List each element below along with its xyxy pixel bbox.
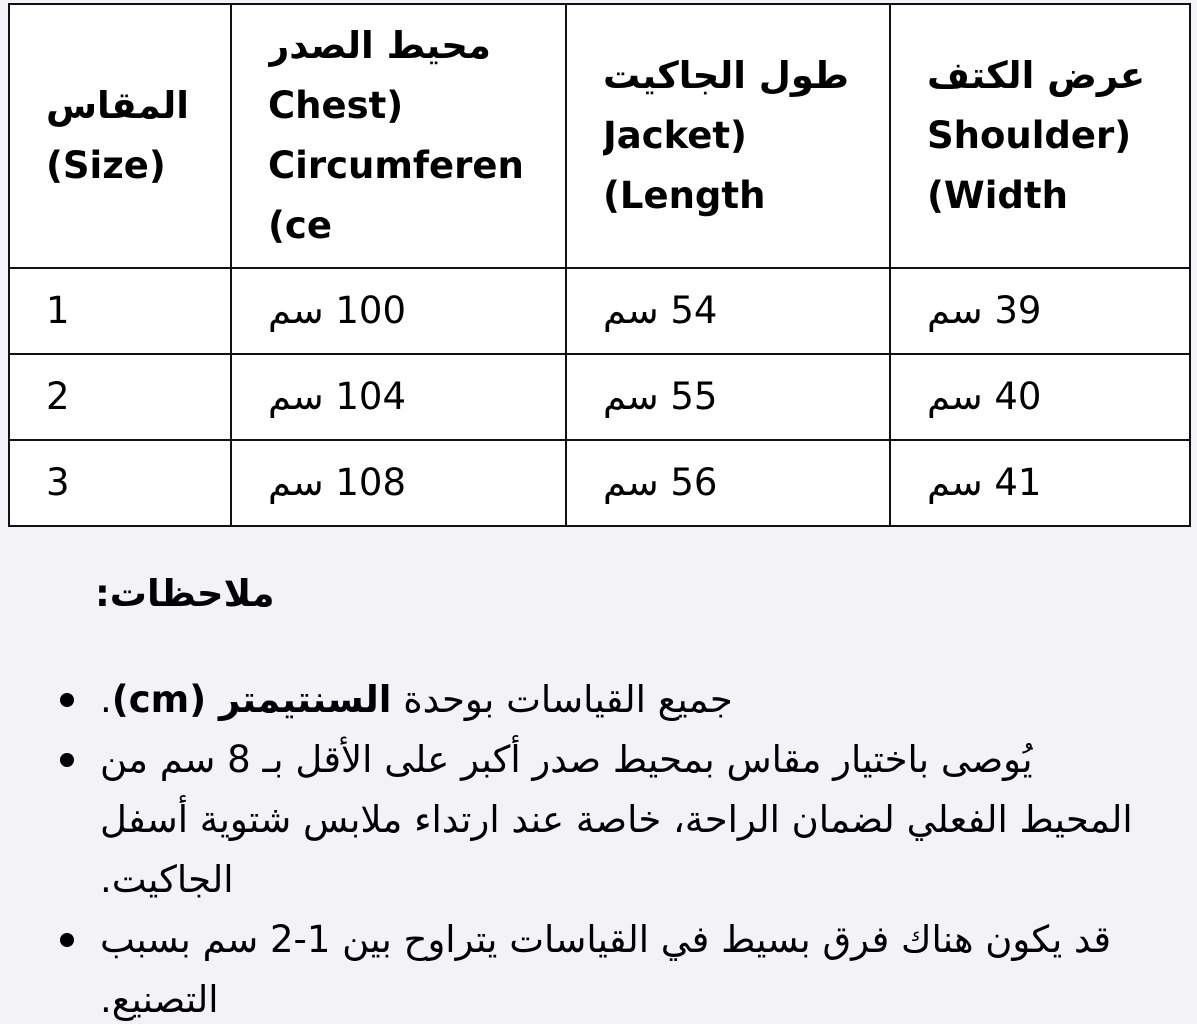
note-text-part: جميع القياسات بوحدة: [391, 678, 733, 721]
cell-shoulder: [890, 440, 1190, 526]
header-chest-ar: محيط الصدر: [268, 24, 491, 67]
header-shoulder-en-1: Shoulder): [927, 114, 1132, 157]
header-shoulder-en-2: (Width: [927, 174, 1068, 217]
cell-length-value: 55 سم: [603, 375, 718, 418]
bullet-icon: [60, 753, 74, 767]
note-text: يُوصى باختيار مقاس بمحيط صدر أكبر على الأقل بـ 8 سم من المحيط الفعلي لضمان الراحة، خاصة عند ارتداء ملابس شتوية أسفل الجاكيت.: [100, 738, 1133, 901]
cell-chest-value: 100 سم: [268, 289, 407, 332]
cell-length-value: 56 سم: [603, 461, 718, 504]
cell-length: [566, 268, 890, 354]
notes-title: ملاحظات:: [95, 572, 275, 615]
cell-shoulder-value: 41 سم: [927, 461, 1042, 504]
cell-chest: [231, 440, 566, 526]
cell-size-value: 3: [46, 461, 70, 504]
bullet-icon: [60, 693, 74, 707]
list-item: [56, 910, 1150, 1024]
header-chest-en-1: Chest): [268, 84, 404, 127]
cell-length: [566, 354, 890, 440]
cell-length: [566, 440, 890, 526]
cell-shoulder-value: 39 سم: [927, 289, 1042, 332]
cell-chest: [231, 354, 566, 440]
cell-shoulder: [890, 354, 1190, 440]
note-text: [100, 670, 1150, 730]
header-shoulder: [890, 4, 1190, 268]
table-row: [9, 440, 1190, 526]
cell-chest-value: 104 سم: [268, 375, 407, 418]
cell-shoulder-value: 40 سم: [927, 375, 1042, 418]
header-size-en: (Size): [46, 144, 166, 187]
note-text-part: .: [100, 678, 112, 721]
cell-size: [9, 268, 231, 354]
table-header-row: [9, 4, 1190, 268]
table-row: [9, 354, 1190, 440]
header-chest-en-3: (ce: [268, 204, 332, 247]
header-length-ar: طول الجاكيت: [603, 54, 849, 97]
header-shoulder-ar: عرض الكتف: [927, 54, 1146, 97]
cell-size-value: 2: [46, 375, 70, 418]
header-size-ar: المقاس: [46, 84, 189, 127]
header-chest: [231, 4, 566, 268]
cell-chest: [231, 268, 566, 354]
cell-chest-value: 108 سم: [268, 461, 407, 504]
header-size: [9, 4, 231, 268]
note-text: قد يكون هناك فرق بسيط في القياسات يتراوح بين 1-2 سم بسبب التصنيع.: [100, 918, 1112, 1021]
size-chart-table: [8, 3, 1191, 527]
cell-size-value: 1: [46, 289, 70, 332]
table-row: [9, 268, 1190, 354]
cell-size: [9, 354, 231, 440]
cell-size: [9, 440, 231, 526]
bullet-icon: [60, 933, 74, 947]
cell-shoulder: [890, 268, 1190, 354]
header-length-en-1: Jacket): [603, 114, 747, 157]
note-text-bold: السنتيمتر (cm): [111, 678, 392, 721]
header-chest-en-2: Circumferen: [268, 144, 524, 187]
header-length-en-2: (Length: [603, 174, 766, 217]
notes-list: [56, 670, 1156, 1024]
list-item: [56, 670, 1150, 730]
header-length: [566, 4, 890, 268]
cell-length-value: 54 سم: [603, 289, 718, 332]
list-item: [56, 730, 1150, 910]
